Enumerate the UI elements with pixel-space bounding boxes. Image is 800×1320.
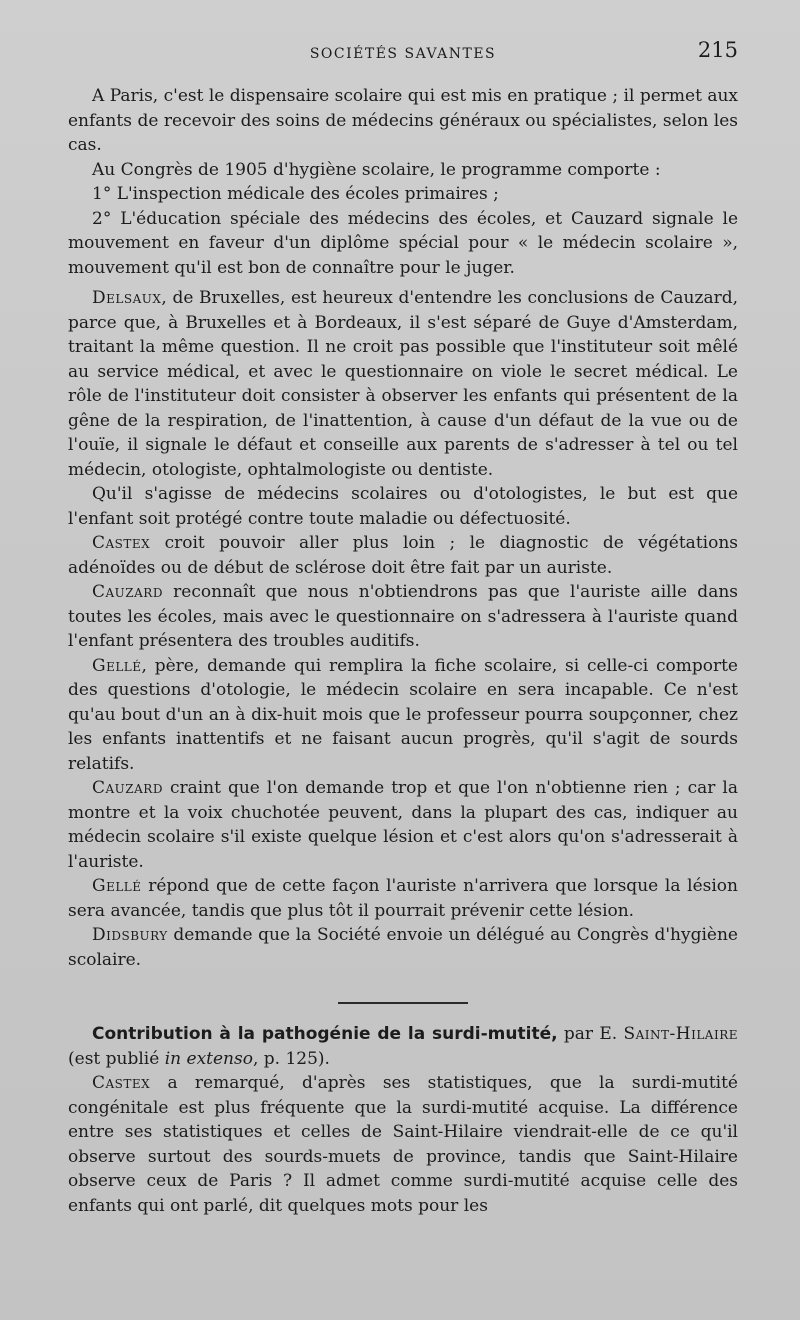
paragraph-delsaux — [68, 286, 738, 482]
contribution-by: par E. — [557, 1024, 624, 1044]
speaker-name: Gellé — [92, 655, 142, 676]
section-divider — [338, 1002, 468, 1004]
contribution-title: Contribution à la pathogénie de la surdi-mutité, — [92, 1024, 558, 1044]
contribution-author: Saint-Hilaire — [623, 1024, 738, 1044]
paragraph-gelle-2 — [68, 874, 738, 923]
contribution-heading — [68, 1022, 738, 1071]
list-item-1: 1° L'inspection médicale des écoles primaires ; — [92, 184, 499, 204]
speaker-name: Delsaux — [92, 288, 162, 308]
paragraph-congres: Au Congrès de 1905 d'hygiène scolaire, le programme comporte : — [92, 159, 661, 180]
page-body — [68, 84, 738, 1218]
paragraph-text: croit pouvoir aller plus loin ; le diagnostic de végétations adénoïdes ou de début de sclérose doit être fait par un auriste. — [68, 533, 738, 578]
contribution-note-italic: in extenso — [164, 1048, 253, 1069]
speaker-name: Cauzard — [92, 582, 163, 602]
paragraph-text: demande que la Société envoie un délégué au Congrès d'hygiène scolaire. — [68, 925, 738, 970]
contribution-note-before: (est publié — [68, 1048, 165, 1069]
paragraph-castex-1 — [68, 531, 738, 580]
speaker-name: Gellé — [92, 876, 142, 896]
speaker-name: Didsbury — [92, 925, 168, 945]
paragraph-gelle-1 — [68, 654, 738, 777]
speaker-name: Castex — [92, 1073, 151, 1093]
page-header — [68, 38, 738, 68]
paragraph-didsbury — [68, 923, 738, 972]
running-title: SOCIÉTÉS SAVANTES — [309, 46, 497, 62]
speaker-name: Cauzard — [92, 778, 163, 798]
paragraph-text: a remarqué, d'après ses statistiques, que la surdi-mutité congénitale est plus fréquente que la surdi-mutité acquise. La différence entre ses statistiques et celles de Saint-Hilaire viendrait-elle de ce qu'il observe surtout des sourds-muets de province, tandis que Saint-Hilaire observe ceux de Paris ? Il admet comme surdi-mutité acquise celle des enfants qui ont parlé, dit quelques mots pour les — [68, 1073, 738, 1216]
speaker-name: Castex — [92, 533, 151, 553]
page-number: 215 — [697, 38, 738, 62]
paragraph-dispensaire: A Paris, c'est le dispensaire scolaire qui est mis en pratique ; il permet aux enfants de recevoir des soins de médecins généraux ou spécialistes, selon les cas. — [68, 86, 738, 155]
paragraph-cauzard-1 — [68, 580, 738, 654]
paragraph-text: , de Bruxelles, est heureux d'entendre les conclusions de Cauzard, parce que, à Bruxelles et à Bordeaux, il s'est séparé de Guye d'Amsterdam, traitant la même question. Il ne croit pas possible que l'instituteur soit mêlé au service médical, et avec le questionnaire on viole le secret médical. Le rôle de l'instituteur doit consister à observer les enfants qui présentent de la gêne de la respiration, de l'inattention, à cause d'un défaut de la vue ou de l'ouïe, il signale le défaut et conseille aux parents de s'adresser à tel ou tel médecin, otologiste, ophtalmologiste ou dentiste. — [68, 288, 738, 480]
contribution-note-after: , p. 125). — [252, 1048, 330, 1069]
paragraph-but: Qu'il s'agisse de médecins scolaires ou d'otologistes, le but est que l'enfant soit protégé contre toute maladie ou défectuosité. — [68, 484, 738, 529]
paragraph-text: reconnaît que nous n'obtiendrons pas que l'auriste aille dans toutes les écoles, mais avec le questionnaire on s'adressera à l'auriste quand l'enfant présentera des troubles auditifs. — [68, 582, 738, 651]
paragraph-castex-2 — [68, 1071, 738, 1218]
paragraph-text: craint que l'on demande trop et que l'on n'obtienne rien ; car la montre et la voix chuchotée peuvent, dans la plupart des cas, indiquer au médecin scolaire s'il existe quelque lésion et c'est alors qu'on s'adresserait à l'auriste. — [68, 778, 738, 872]
paragraph-text: répond que de cette façon l'auriste n'arrivera que lorsque la lésion sera avancée, tandis que plus tôt il pourrait prévenir cette lésion. — [68, 876, 738, 921]
paragraph-cauzard-2 — [68, 776, 738, 874]
list-item-2: 2° L'éducation spéciale des médecins des écoles, et Cauzard signale le mouvement en faveur d'un diplôme spécial pour « le médecin scolaire », mouvement qu'il est bon de connaître pour le juger. — [68, 208, 738, 278]
paragraph-text: , père, demande qui remplira la fiche scolaire, si celle-ci comporte des questions d'otologie, le médecin scolaire en sera incapable. Ce n'est qu'au bout d'un an à dix-huit mois que le professeur pourra soupçonner, chez les enfants inattentifs et ne faisant aucun progrès, qu'il s'agit de sourds relatifs. — [68, 655, 738, 774]
